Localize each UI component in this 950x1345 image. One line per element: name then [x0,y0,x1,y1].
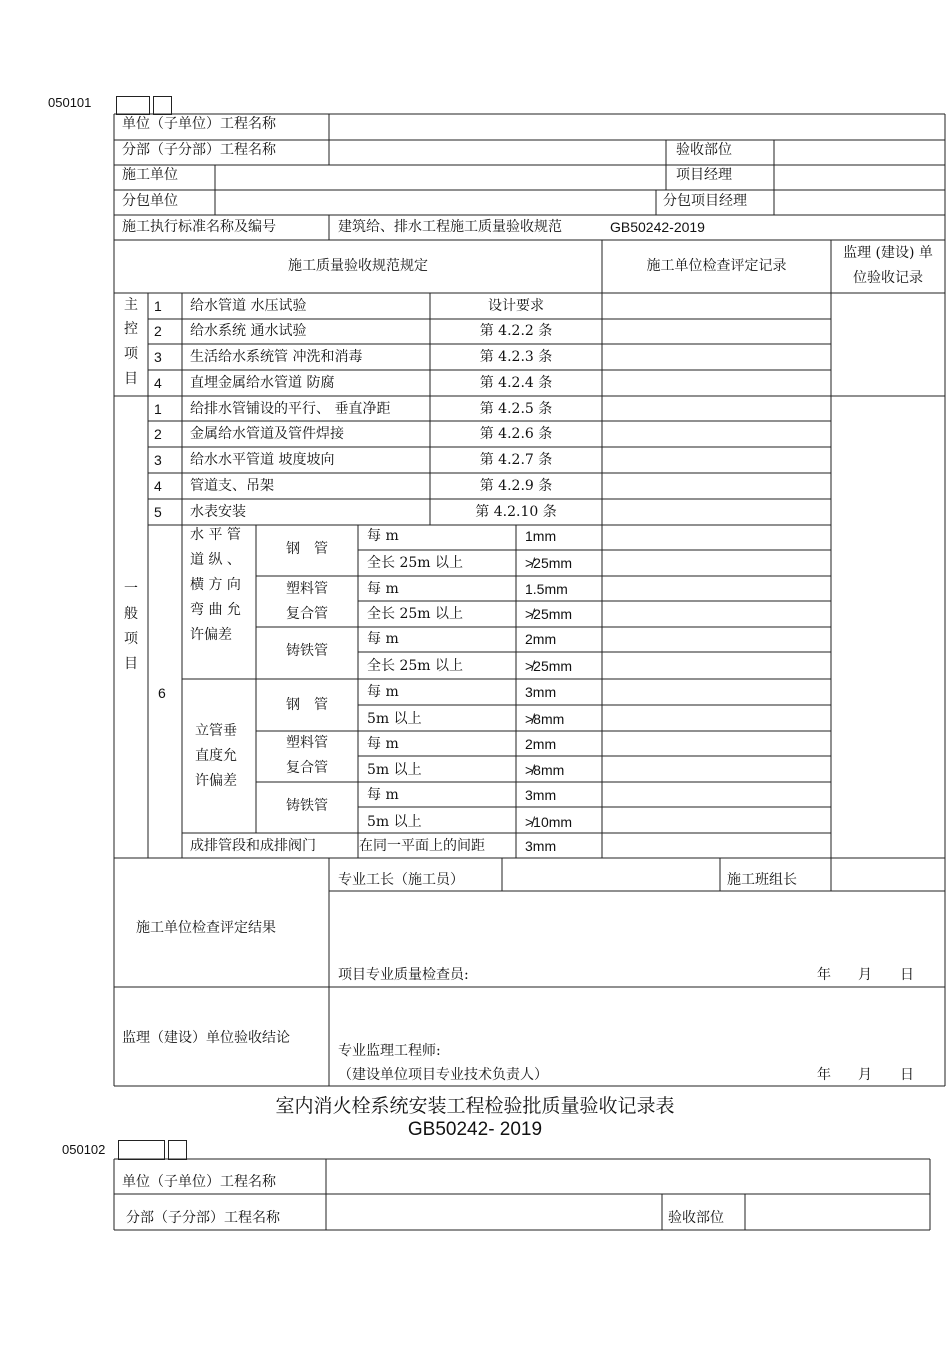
main-label-char: 控 [124,321,138,337]
main-item-name: 给水系统 通水试验 [190,323,307,339]
owner-rep-label: （建设单位项目专业技术负责人） [338,1067,548,1083]
general-label-char: 一 [124,581,138,597]
horizontal-deviation-label: 许偏差 [190,627,232,643]
form2-sub-project-label: 分部（子分部）工程名称 [126,1210,280,1226]
general-item-no: 5 [154,504,162,520]
form2-unit-project-label: 单位（子单位）工程名称 [122,1174,276,1190]
deviation-value: 2mm [525,736,557,752]
deviation-condition: 全长 25m 以上 [367,555,463,571]
supervisor-column-header-line2: 位验收记录 [853,270,923,286]
date-year: 年 [817,1067,831,1083]
general-item-req: 第 4.2.6 条 [479,426,553,442]
item6-no: 6 [158,685,166,701]
deviation-condition: 5m 以上 [367,762,422,778]
main-item-name: 给水管道 水压试验 [190,298,307,314]
general-item-name: 金属给水管道及管件焊接 [190,426,344,442]
engineer-label: 专业监理工程师: [338,1043,441,1059]
deviation-value: 3mm [525,787,557,803]
general-label-char: 般 [124,606,138,622]
inspector-label: 项目专业质量检查员: [338,967,469,983]
main-item-req: 设计要求 [488,298,544,314]
deviation-condition: 每 m [367,787,399,803]
general-item-name: 给水水平管道 坡度坡向 [190,452,335,468]
subcontractor-label: 分包单位 [122,193,178,209]
pipe-type-cast-iron: 铸铁管 [286,798,328,814]
main-item-no: 4 [154,375,162,391]
pipe-type-plastic: 塑料管 [286,735,328,751]
form2-code-title: GB50242- 2019 [407,1119,543,1140]
form2-acceptance-part-label: 验收部位 [668,1210,724,1226]
valve-row-value: 3mm [525,838,557,854]
deviation-condition: 每 m [367,581,399,597]
pipe-type-composite: 复合管 [286,606,328,622]
pipe-type-steel: 钢 管 [286,697,328,713]
date-year: 年 [817,967,831,983]
horizontal-deviation-label: 水 平 管 [190,527,241,543]
supervision-conclusion-label: 监理（建设）单位验收结论 [122,1030,290,1046]
general-item-req: 第 4.2.7 条 [479,452,553,468]
main-item-no: 1 [154,298,162,314]
form1-number-box-1[interactable] [116,96,150,115]
check-result-label: 施工单位检查评定结果 [136,920,276,936]
deviation-condition: 每 m [367,631,399,647]
vertical-deviation-label: 立管垂 [195,723,237,739]
standard-label: 施工执行标准名称及编号 [122,219,276,235]
general-item-req: 第 4.2.9 条 [479,478,553,494]
unit-project-label: 单位（子单位）工程名称 [122,116,276,132]
horizontal-deviation-label: 弯 曲 允 [190,602,241,618]
form1-code: 050101 [48,95,92,110]
general-item-req: 第 4.2.10 条 [475,504,557,520]
horizontal-deviation-label: 道 纵 、 [190,552,241,568]
standard-code: GB50242-2019 [610,219,705,235]
form2-title: 室内消火栓系统安装工程检验批质量验收记录表 [275,1095,675,1117]
pipe-type-cast-iron: 铸铁管 [286,643,328,659]
general-label-char: 目 [124,656,138,672]
form2-code: 050102 [62,1142,106,1157]
deviation-value: ≯8mm [525,762,565,778]
general-item-no: 3 [154,452,162,468]
standard-value: 建筑给、排水工程施工质量验收规范 [338,219,562,235]
date-day: 日 [900,967,914,983]
project-manager-label: 项目经理 [676,167,732,183]
deviation-condition: 每 m [367,528,399,544]
main-item-name: 生活给水系统管 冲洗和消毒 [190,349,363,365]
date-month: 月 [858,967,872,983]
deviation-value: 2mm [525,631,557,647]
main-label-char: 主 [124,297,138,313]
constructor-label: 施工单位 [122,167,178,183]
sub-project-label: 分部（子分部）工程名称 [122,142,276,158]
spec-column-header: 施工质量验收规范规定 [288,258,428,274]
main-item-req: 第 4.2.3 条 [479,349,553,365]
deviation-condition: 全长 25m 以上 [367,606,463,622]
vertical-deviation-label: 直度允 [195,748,237,764]
main-item-no: 3 [154,349,162,365]
general-item-name: 给排水管铺设的平行、 垂直净距 [190,401,391,417]
form2-number-box-1[interactable] [118,1140,165,1160]
deviation-value: ≯25mm [525,555,573,571]
valve-row-condition: 在同一平面上的间距 [359,838,485,854]
general-item-req: 第 4.2.5 条 [479,401,553,417]
pipe-type-steel: 钢 管 [286,541,328,557]
pipe-type-composite: 复合管 [286,760,328,776]
deviation-condition: 每 m [367,684,399,700]
main-item-no: 2 [154,323,162,339]
general-label-char: 项 [124,631,138,647]
general-item-name: 水表安装 [190,504,246,520]
valve-row-name: 成排管段和成排阀门 [190,838,316,854]
form2-number-box-2[interactable] [168,1140,187,1160]
form1-number-box-2[interactable] [153,96,172,115]
deviation-value: 1mm [525,528,557,544]
main-label-char: 项 [124,346,138,362]
deviation-condition: 5m 以上 [367,711,422,727]
deviation-value: ≯8mm [525,711,565,727]
date-month: 月 [858,1067,872,1083]
deviation-condition: 每 m [367,736,399,752]
foreman-label: 专业工长（施工员） [338,872,464,888]
pipe-type-plastic: 塑料管 [286,581,328,597]
team-leader-label: 施工班组长 [727,872,797,888]
general-item-no: 2 [154,426,162,442]
general-item-no: 1 [154,401,162,417]
deviation-value: ≯25mm [525,658,573,674]
check-record-column-header: 施工单位检查评定记录 [646,258,787,274]
general-item-no: 4 [154,478,162,494]
supervisor-column-header-line1: 监理 (建设) 单 [843,245,933,261]
deviation-value: 3mm [525,684,557,700]
date-day: 日 [900,1067,914,1083]
general-item-name: 管道支、吊架 [190,478,274,494]
main-item-req: 第 4.2.4 条 [479,375,553,391]
deviation-condition: 5m 以上 [367,814,422,830]
sub-manager-label: 分包项目经理 [663,193,747,209]
deviation-condition: 全长 25m 以上 [367,658,463,674]
deviation-value: ≯25mm [525,606,573,622]
main-item-name: 直埋金属给水管道 防腐 [190,375,335,391]
vertical-deviation-label: 许偏差 [195,773,237,789]
deviation-value: ≯10mm [525,814,573,830]
main-item-req: 第 4.2.2 条 [479,323,553,339]
horizontal-deviation-label: 横 方 向 [190,577,241,593]
acceptance-part-label: 验收部位 [676,142,732,158]
main-label-char: 目 [124,371,138,387]
deviation-value: 1.5mm [525,581,568,597]
